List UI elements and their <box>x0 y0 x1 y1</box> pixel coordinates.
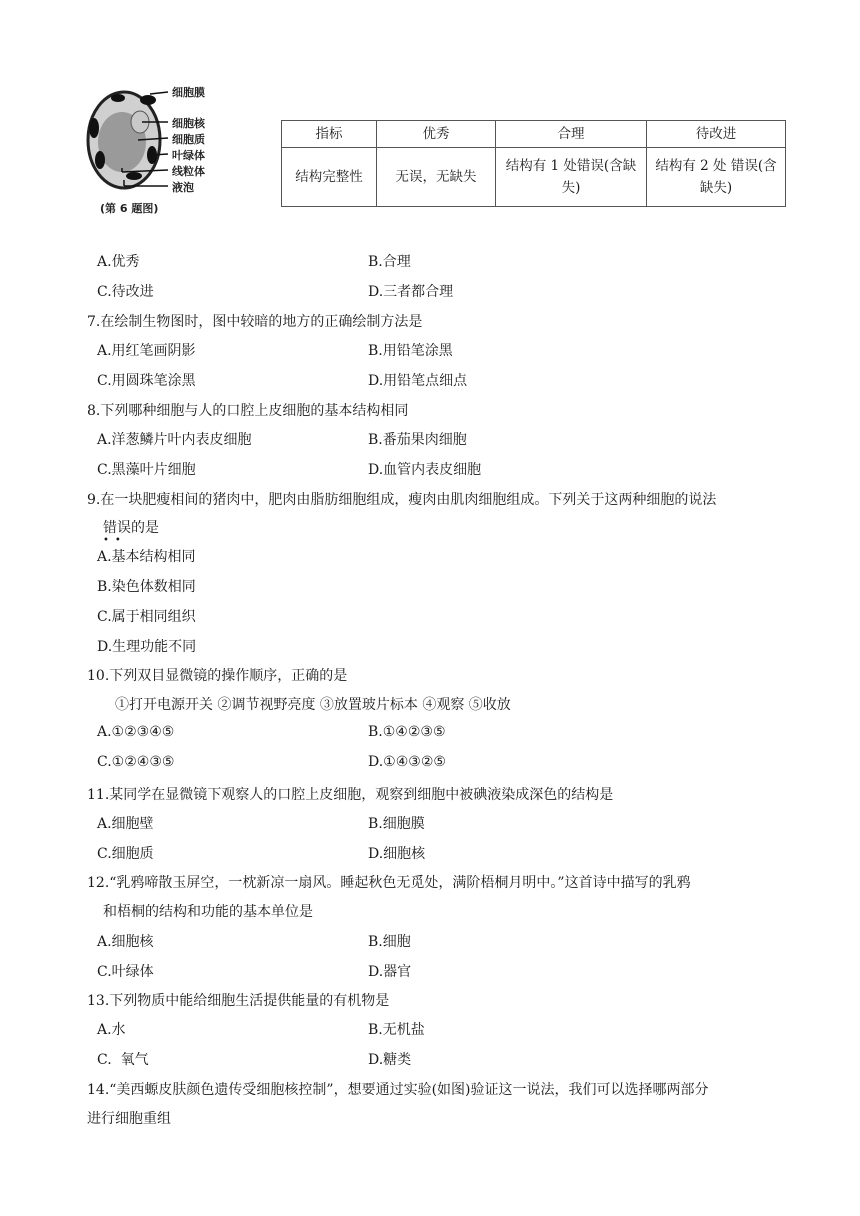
q7-option-d: D.用铅笔点细点 <box>368 373 468 389</box>
emphasis-dots: •• <box>103 535 127 546</box>
q12-option-c: C.叶绿体 <box>97 964 154 980</box>
q10-option-d: D.①④③②⑤ <box>368 754 446 770</box>
rubric-table <box>281 120 786 207</box>
q10-stem: 10.下列双目显微镜的操作顺序，正确的是 <box>87 668 348 684</box>
q9-emphasis-word: 错误 •• <box>103 520 131 546</box>
q9-option-b: B.染色体数相同 <box>97 579 196 595</box>
q6-option-d: D.三者都合理 <box>368 284 454 300</box>
q8-option-a: A.洋葱鳞片叶内表皮细胞 <box>97 432 252 448</box>
table-cell: 结构有 2 处 错误(含缺失) <box>647 148 786 207</box>
label-cell-membrane: 细胞膜 <box>172 86 205 99</box>
q7-option-b: B.用铅笔涂黑 <box>368 343 453 359</box>
q7-stem: 7.在绘制生物图时，图中较暗的地方的正确绘制方法是 <box>87 314 423 330</box>
plant-cell-diagram <box>82 80 242 220</box>
q8-stem: 8.下列哪种细胞与人的口腔上皮细胞的基本结构相同 <box>87 403 409 419</box>
q14-stem-line2: 进行细胞重组 <box>87 1111 171 1127</box>
q11-option-c: C.细胞质 <box>97 846 154 862</box>
q12-stem-line1: 12.“乳鸦啼散玉屏空，一枕新凉一扇风。睡起秋色无觅处，满阶梧桐月明中。”这首诗中描写的乳鸦 <box>87 875 691 891</box>
q7-option-c: C.用圆珠笔涂黑 <box>97 373 196 389</box>
q9-stem-line2 <box>103 517 159 546</box>
q13-option-c: C. 氧气 <box>97 1052 149 1068</box>
table-cell: 无误，无缺失 <box>377 148 496 207</box>
q8-option-b: B.番茄果肉细胞 <box>368 432 467 448</box>
q11-stem: 11.某同学在显微镜下观察人的口腔上皮细胞，观察到细胞中被碘液染成深色的结构是 <box>87 787 614 803</box>
table-header-cell: 待改进 <box>647 121 786 148</box>
label-chloroplast: 叶绿体 <box>172 149 205 162</box>
table-header-row <box>282 121 786 148</box>
q9-option-d: D.生理功能不同 <box>97 639 197 655</box>
q13-option-b: B.无机盐 <box>368 1022 425 1038</box>
q13-option-d: D.糖类 <box>368 1052 412 1068</box>
q9-option-a: A.基本结构相同 <box>97 549 196 565</box>
table-header-cell: 指标 <box>282 121 377 148</box>
table-cell: 结构有 1 处错误(含缺失) <box>496 148 647 207</box>
q12-option-b: B.细胞 <box>368 934 411 950</box>
q9-stem-line1: 9.在一块肥瘦相间的猪肉中，肥肉由脂肪细胞组成，瘦肉由肌肉细胞组成。下列关于这两种细胞的说法 <box>87 492 717 508</box>
q10-option-a: A.①②③④⑤ <box>97 724 175 740</box>
q9-stem-rest: 的是 <box>131 520 159 536</box>
label-nucleus: 细胞核 <box>172 117 205 130</box>
label-vacuole: 液泡 <box>172 181 194 194</box>
q12-option-d: D.器官 <box>368 964 412 980</box>
q10-option-c: C.①②④③⑤ <box>97 754 175 770</box>
table-row <box>282 148 786 207</box>
q11-option-b: B.细胞膜 <box>368 816 425 832</box>
label-mitochondria: 线粒体 <box>172 165 205 178</box>
q10-option-b: B.①④②③⑤ <box>368 724 446 740</box>
q13-option-a: A.水 <box>97 1022 126 1038</box>
q9-option-c: C.属于相同组织 <box>97 609 196 625</box>
q6-option-a: A.优秀 <box>97 254 140 270</box>
table-cell: 结构完整性 <box>282 148 377 207</box>
q12-option-a: A.细胞核 <box>97 934 154 950</box>
q8-option-d: D.血管内表皮细胞 <box>368 462 482 478</box>
q6-option-c: C.待改进 <box>97 284 154 300</box>
q6-option-b: B.合理 <box>368 254 411 270</box>
q12-stem-line2: 和梧桐的结构和功能的基本单位是 <box>103 904 313 920</box>
q11-option-d: D.细胞核 <box>368 846 426 862</box>
q13-stem: 13.下列物质中能给细胞生活提供能量的有机物是 <box>87 993 390 1009</box>
q14-stem-line1: 14.“美西螈皮肤颜色遗传受细胞核控制”，想要通过实验(如图)验证这一说法，我们可以选择哪两部分 <box>87 1082 709 1098</box>
table-header-cell: 合理 <box>496 121 647 148</box>
label-cytoplasm: 细胞质 <box>172 133 205 146</box>
q7-option-a: A.用红笔画阴影 <box>97 343 196 359</box>
figure-caption: (第 6 题图) <box>100 202 159 215</box>
q10-steps: ①打开电源开关 ②调节视野亮度 ③放置玻片标本 ④观察 ⑤收放 <box>115 697 511 713</box>
q11-option-a: A.细胞壁 <box>97 816 154 832</box>
table-header-cell: 优秀 <box>377 121 496 148</box>
q8-option-c: C.黑藻叶片细胞 <box>97 462 196 478</box>
plant-cell-figure <box>82 80 242 220</box>
